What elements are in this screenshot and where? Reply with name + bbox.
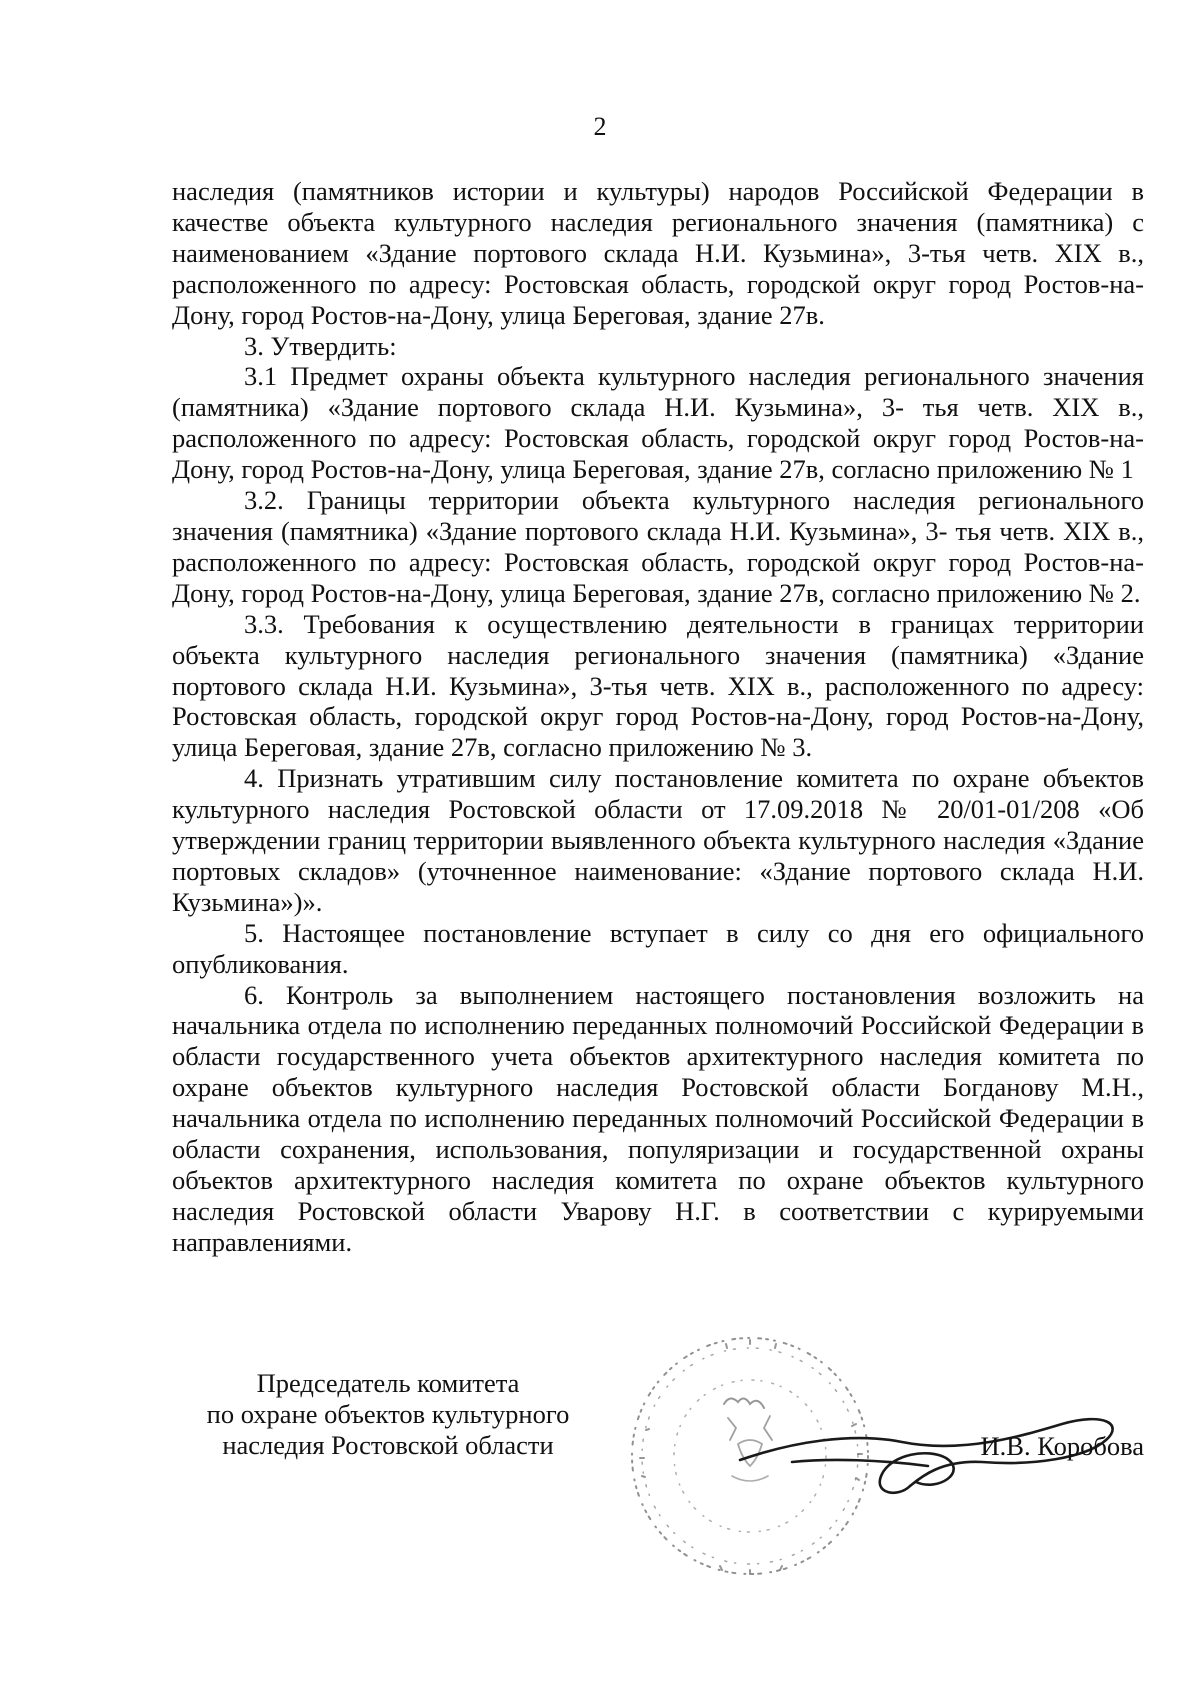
paragraph-item-4: 4. Признать утратившим силу постановление комитета по охране объектов культурного наследия Ростовской области от 17.09.2018 № 20/01-01/208 «Об утверждении границ территории выявленного объекта культурного наследия «Здание портовых складов» (уточненное наименование: «Здание портового склада Н.И. Кузьмина»)». [172,763,1144,917]
signer-position-line: по охране объектов культурного [206,1399,570,1429]
signer-position-line: Председатель комитета [256,1368,520,1398]
signer-position-line: наследия Ростовской области [222,1430,554,1460]
page-number: 2 [593,112,607,141]
document-body [172,176,1144,1258]
signer-name: И.В. Коробова [980,1431,1144,1461]
paragraph-item-5: 5. Настоящее постановление вступает в силу со дня его официального опубликования. [172,917,1144,979]
paragraph-item-3-1: 3.1 Предмет охраны объекта культурного наследия регионального значения (памятника) «Здание портового склада Н.И. Кузьмина», 3- тья четв. XIX в., расположенного по адресу: Ростовская область, городской округ город Ростов-на-Дону, город Ростов-на-Дону, улица Береговая, здание 27в, согласно приложению № 1 [172,361,1144,485]
signer-position [198,1368,578,1461]
paragraph-item-6: 6. Контроль за выполнением настоящего постановления возложить на начальника отдела по исполнению переданных полномочий Российской Федерации в области государственного учета объектов архитектурного наследия комитета по охране объектов культурного наследия Ростовской области Богданову М.Н., начальника отдела по исполнению переданных полномочий Российской Федерации в области сохранения, использования, популяризации и государственной охраны объектов архитектурного наследия комитета по охране объектов культурного наследия Ростовской области Уварову Н.Г. в соответствии с курируемыми направлениями. [172,979,1144,1257]
paragraph-item-3-3: 3.3. Требования к осуществлению деятельности в границах территории объекта культурного наследия регионального значения (памятника) «Здание портового склада Н.И. Кузьмина», 3-тья четв. XIX в., расположенного по адресу: Ростовская область, городской округ город Ростов-на-Дону, город Ростов-на-Дону, улица Береговая, здание 27в, согласно приложению № 3. [172,608,1144,763]
paragraph-continuation: наследия (памятников истории и культуры) народов Российской Федерации в качестве объекта культурного наследия регионального значения (памятника) с наименованием «Здание портового склада Н.И. Кузьмина», 3-тья четв. XIX в., расположенного по адресу: Ростовская область, городской округ город Ростов-на-Дону, город Ростов-на-Дону, улица Береговая, здание 27в. [172,176,1144,330]
paragraph-item-3-2: 3.2. Границы территории объекта культурного наследия регионального значения (памятника) «Здание портового склада Н.И. Кузьмина», 3- тья четв. XIX в., расположенного по адресу: Ростовская область, городской округ город Ростов-на-Дону, город Ростов-на-Дону, улица Береговая, здание 27в, согласно приложению № 2. [172,485,1144,608]
signature-block [172,1362,1144,1562]
paragraph-item-3: 3. Утвердить: [244,330,397,361]
